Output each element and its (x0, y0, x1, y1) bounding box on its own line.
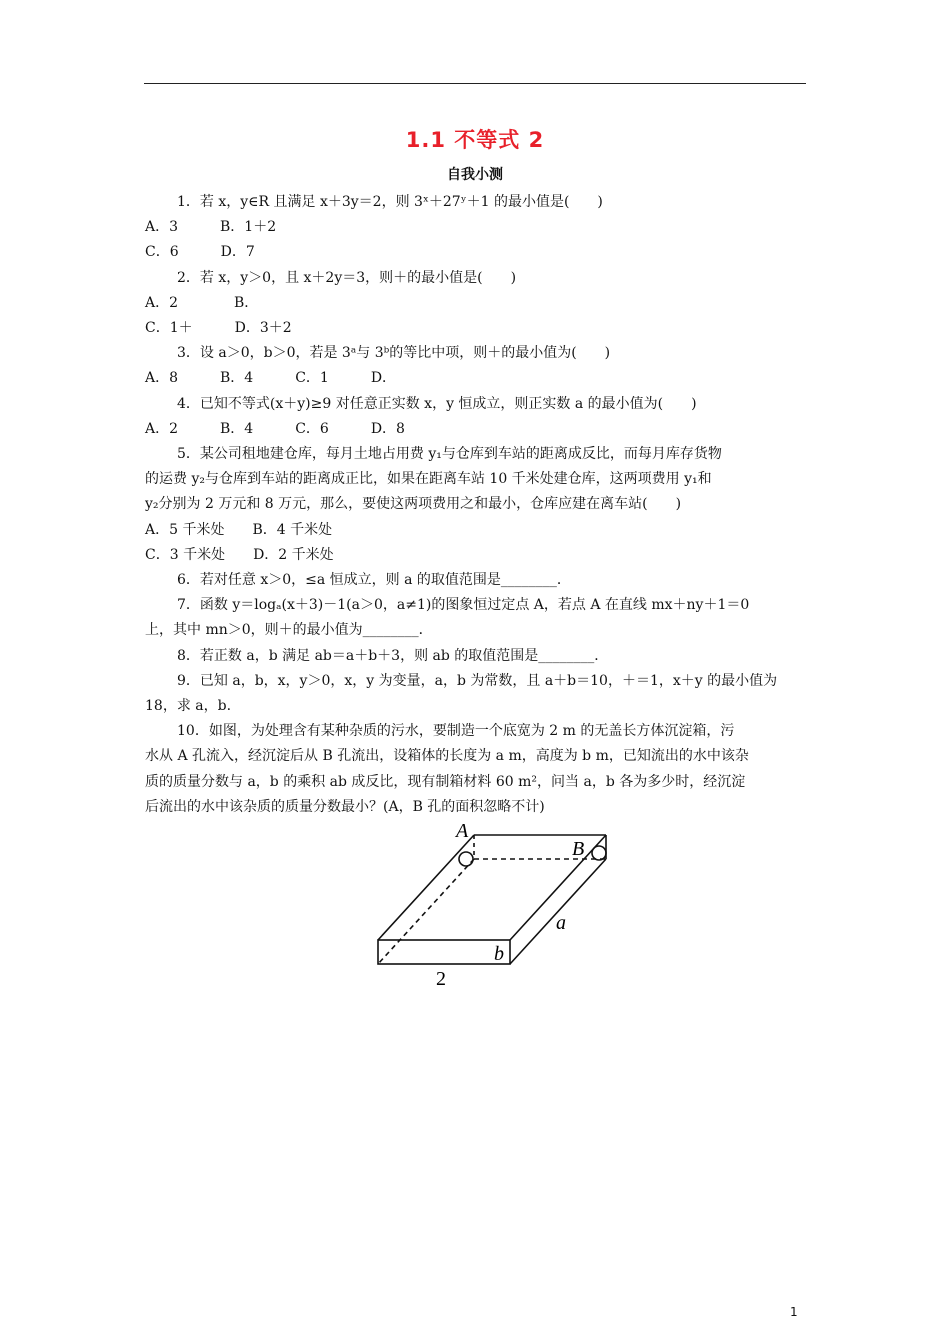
label-A: A (456, 820, 469, 842)
text-line: A．8 B．4 C．1 D． (145, 370, 397, 387)
text-line: 的运费 y₂与仓库到车站的距离成正比，如果在距离车站 10 千米处建仓库，这两项费用 y₁和 (145, 471, 712, 488)
section-subtitle: 自我小测 (447, 167, 503, 183)
text-line: 5．某公司租地建仓库，每月土地占用费 y₁与仓库到车站的距离成反比，而每月库存货物 (177, 446, 722, 463)
question-list (145, 190, 813, 820)
label-2: 2 (436, 968, 446, 990)
label-a: a (556, 912, 566, 934)
text-line: 1．若 x，y∈R 且满足 x＋3y＝2，则 3ˣ＋27ʸ＋1 的最小值是( ) (177, 194, 603, 210)
sedimentation-box-figure (370, 815, 620, 995)
page-title: 1.1 不等式 2 (405, 128, 545, 152)
label-B: B (572, 838, 585, 860)
text-line: 7．函数 y＝logₐ(x＋3)－1(a＞0，a≠1)的图象恒过定点 A，若点 A 在直线 mx＋ny＋1＝0 (177, 597, 750, 614)
page-number: 1 (790, 1305, 798, 1319)
text-line: 2．若 x，y＞0，且 x＋2y＝3，则＋的最小值是( ) (177, 269, 517, 286)
text-line: 质的质量分数与 a，b 的乘积 ab 成反比，现有制箱材料 60 m²，问当 a，b 各为多少时，经沉淀 (145, 773, 746, 790)
text-line: 上，其中 mn＞0，则＋的最小值为________． (145, 622, 433, 639)
text-line: C．6 D．7 (145, 244, 255, 261)
text-line: 18，求 a，b. (145, 698, 232, 715)
text-line: A．2 B． (145, 294, 259, 311)
text-line: C．1＋ D．3＋2 (145, 320, 292, 337)
text-line: 8．若正数 a，b 满足 ab＝a＋b＋3，则 ab 的取值范围是________． (177, 647, 609, 664)
text-line: 水从 A 孔流入，经沉淀后从 B 孔流出，设箱体的长度为 a m，高度为 b m，已知流出的水中该杂 (145, 748, 749, 765)
text-line: 6．若对任意 x＞0，≤a 恒成立，则 a 的取值范围是________． (177, 572, 571, 589)
text-line: y₂分别为 2 万元和 8 万元，那么，要使这两项费用之和最小，仓库应建在离车站( ) (145, 496, 682, 513)
text-line: A．5 千米处 B．4 千米处 (145, 521, 333, 538)
text-line: 3．设 a＞0，b＞0，若是 3ᵃ与 3ᵇ的等比中项，则＋的最小值为( ) (177, 345, 611, 362)
text-line: 9．已知 a，b，x，y＞0，x，y 为变量，a，b 为常数，且 a＋b＝10，＋＝1，x＋y 的最小值为 (177, 672, 778, 689)
text-line: 10．如图，为处理含有某种杂质的污水，要制造一个底宽为 2 m 的无盖长方体沉淀箱，污 (177, 723, 735, 740)
text-line: 4．已知不等式(x＋y)≥9 对任意正实数 x，y 恒成立，则正实数 a 的最小值为( ) (177, 395, 697, 412)
text-line: C．3 千米处 D．2 千米处 (145, 546, 334, 563)
text-line: A．2 B．4 C．6 D．8 (145, 420, 405, 437)
text-line: A．3 B．1＋2 (145, 219, 277, 236)
text-line: 后流出的水中该杂质的质量分数最小？(A，B 孔的面积忽略不计) (145, 798, 545, 815)
label-b: b (494, 943, 504, 965)
header-rule (144, 83, 806, 84)
